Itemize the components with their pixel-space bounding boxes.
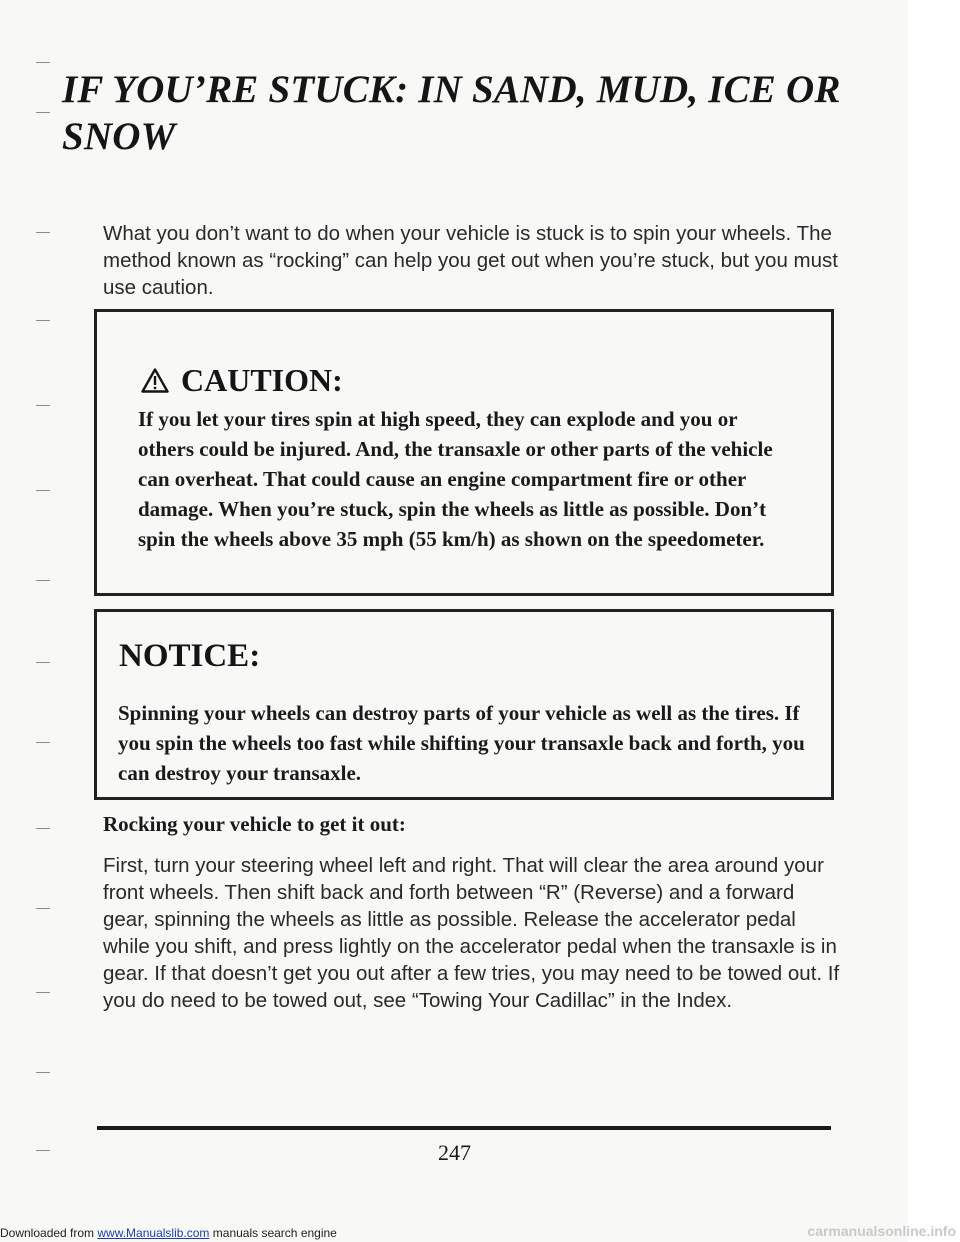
notice-text: Spinning your wheels can destroy parts of your vehicle as well as the tires. If you spin the wheels too fast while shifting your transaxle back and forth, you can destroy your transaxle. <box>118 701 805 785</box>
notice-label: NOTICE: <box>119 638 261 674</box>
caution-heading <box>141 362 343 399</box>
margin-mark <box>36 992 50 993</box>
rocking-paragraph: First, turn your steering wheel left and right. That will clear the area around your front wheels. Then shift back and forth between “R” (Reverse) and a forward gear, spinning the wheels as little as possible. Release the accelerator pedal while you shift, and press lightly on the accelerator pedal when the transaxle is in gear. If that doesn’t get you out after a few tries, you may need to be towed out. If you do need to be towed out, see “Towing Your Cadillac” in the Index. <box>103 854 840 1012</box>
page-edge <box>908 0 960 1242</box>
margin-mark <box>36 405 50 406</box>
margin-mark <box>36 828 50 829</box>
margin-mark <box>36 908 50 909</box>
margin-mark <box>36 232 50 233</box>
margin-mark <box>36 320 50 321</box>
watermark-suffix: manuals search engine <box>209 1226 337 1240</box>
margin-mark <box>36 742 50 743</box>
caution-label: CAUTION: <box>181 362 343 398</box>
margin-mark <box>36 1072 50 1073</box>
page-number: 247 <box>438 1140 471 1165</box>
margin-mark <box>36 62 50 63</box>
caution-box <box>94 309 834 596</box>
site-watermark: carmanualsonline.info <box>807 1223 956 1239</box>
margin-mark <box>36 580 50 581</box>
margin-mark <box>36 490 50 491</box>
intro-paragraph: What you don’t want to do when your vehicle is stuck is to spin your wheels. The method known as “rocking” can help you get out when you’re stuck, but you must use caution. <box>103 222 838 299</box>
warning-triangle-icon <box>141 368 169 393</box>
margin-mark <box>36 112 50 113</box>
page-title: IF YOU’RE STUCK: IN SAND, MUD, ICE OR SNOW <box>62 68 841 158</box>
watermark-prefix: Downloaded from <box>0 1226 98 1240</box>
margin-mark <box>36 1150 50 1151</box>
manualslib-link[interactable]: www.Manualslib.com <box>97 1226 210 1240</box>
footer-rule <box>97 1126 831 1130</box>
rocking-heading: Rocking your vehicle to get it out: <box>103 812 406 836</box>
margin-mark <box>36 662 50 663</box>
caution-text: If you let your tires spin at high speed, they can explode and you or others could be injured. And, the transaxle or other parts of the vehicle can overheat. That could cause an engine compartment fire or other damage. When you’re stuck, spin the wheels as little as possible. Don’t spin the wheels above 35 mph (55 km/h) as shown on the speedometer. <box>138 407 773 551</box>
download-watermark <box>0 1226 337 1240</box>
notice-box <box>94 609 834 800</box>
